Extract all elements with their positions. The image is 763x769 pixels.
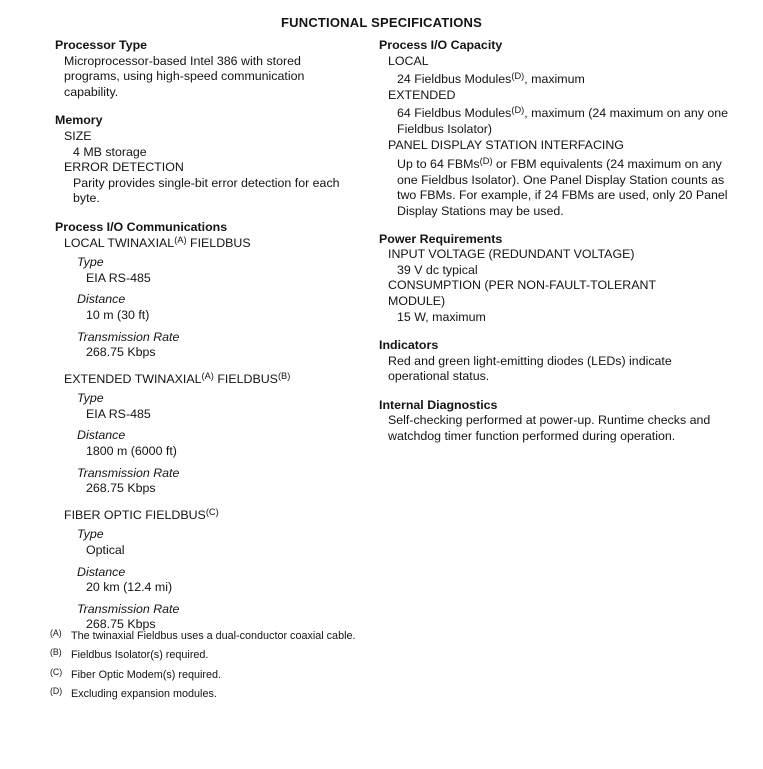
spec-value: 10 m (30 ft) [86, 307, 150, 322]
section-internal-diagnostics [379, 398, 749, 445]
spec-group-label: INPUT VOLTAGE (REDUNDANT VOLTAGE) [388, 247, 635, 262]
footnotes [50, 630, 355, 701]
section-memory [55, 113, 363, 207]
footnote-marker: (A) [50, 628, 62, 638]
spec-group-value: 15 W, maximum [397, 309, 486, 324]
footnote [50, 630, 355, 643]
spec-value: 268.75 Kbps [86, 617, 156, 632]
spec-group-value: 64 Fieldbus Modules$^{(D)}$, maximum (24 maximum on any one Fieldbus Isolator) [397, 105, 729, 136]
section-body: Microprocessor-based Intel 386 with stored programs, using high-speed communication capability. [64, 53, 305, 99]
section-power-requirements [379, 232, 749, 326]
fieldbus-name: EXTENDED $TWINAXIAL^{(A)}$ $FIELDBUS^{(B)}$ [64, 370, 291, 386]
spec-group-label: SIZE [64, 128, 92, 143]
footnote-marker: (B) [50, 647, 62, 658]
spec-label: Transmission Rate [77, 329, 180, 344]
section-heading: Internal Diagnostics [379, 397, 498, 412]
spec-value: Optical [86, 543, 125, 558]
section-body: Self-checking performed at power-up. Runtime checks and watchdog timer function performed during operation. [388, 413, 711, 444]
footnote-marker: (C) [50, 666, 63, 677]
page-title: FUNCTIONAL SPECIFICATIONS [281, 15, 482, 30]
spec-value: 268.75 Kbps [86, 345, 156, 360]
spec-group-label: CONSUMPTION (PER NON-FAULT-TOLERANT MODULE) [388, 278, 656, 308]
footnote-text: Fieldbus Isolator(s) required. [71, 649, 209, 662]
section-heading: Process I/O Communications [55, 219, 228, 234]
spec-label: Distance [77, 292, 126, 307]
spec-label: Type [77, 255, 104, 270]
spec-group-value: Up to 64 FBMs$^{(D)}$ or FBM equivalents (24 maximum on any one Fieldbus Isolator). One Panel Display Station counts as two FBMs. For example, if 24 FBMs are used, only 20 Panel Display Stations may be used. [397, 156, 728, 218]
footnote [50, 688, 355, 701]
fieldbus-name: FIBER OPTIC $FIELDBUS^{(C)}$ [64, 506, 219, 522]
spec-group-label: EXTENDED [388, 87, 456, 102]
spec-label: Distance [77, 564, 126, 579]
section-process-io-capacity [379, 38, 749, 220]
spec-label: Type [77, 527, 104, 542]
right-column [379, 38, 749, 445]
section-heading: Process I/O Capacity [379, 38, 503, 52]
section-heading: Power Requirements [379, 231, 503, 246]
spec-group-value: 4 MB storage [73, 144, 147, 159]
spec-group-value: Parity provides single-bit error detection for each byte. [73, 175, 340, 206]
footnote-text: The twinaxial Fieldbus uses a dual-conductor coaxial cable. [71, 630, 356, 642]
section-processor-type [55, 38, 363, 100]
left-column [55, 38, 363, 633]
spec-label: Transmission Rate [77, 601, 180, 616]
section-heading: Processor Type [55, 38, 148, 52]
footnote [50, 666, 355, 682]
spec-group-label: PANEL DISPLAY STATION INTERFACING [388, 137, 624, 152]
spec-value: 268.75 Kbps [86, 481, 156, 496]
spec-label: Distance [77, 428, 126, 443]
spec-group-label: LOCAL [388, 53, 429, 68]
fieldbus-name: LOCAL $TWINAXIAL^{(A)}$ FIELDBUS [64, 234, 251, 250]
spec-value: EIA RS-485 [86, 406, 151, 421]
spec-group-value: 24 Fieldbus Modules$^{(D)}$, maximum [397, 71, 585, 87]
footnote-text: Excluding expansion modules. [71, 688, 217, 701]
spec-group-value: 39 V dc typical [397, 262, 478, 277]
section-heading: Memory [55, 113, 103, 128]
section-indicators [379, 338, 749, 385]
spec-label: Type [77, 391, 104, 406]
spec-label: Transmission Rate [77, 465, 180, 480]
section-process-io-communications [55, 220, 363, 633]
footnote [50, 649, 355, 662]
section-body: Red and green light-emitting diodes (LEDs) indicate operational status. [388, 353, 672, 384]
spec-value: EIA RS-485 [86, 270, 151, 285]
section-heading: Indicators [379, 338, 439, 353]
footnote-text: Fiber Optic Modem(s) required. [71, 668, 222, 681]
spec-group-label: ERROR DETECTION [64, 160, 184, 175]
spec-value: 20 km (12.4 mi) [86, 580, 173, 595]
footnote-marker: (D) [50, 686, 63, 697]
spec-value: 1800 m (6000 ft) [86, 444, 177, 459]
